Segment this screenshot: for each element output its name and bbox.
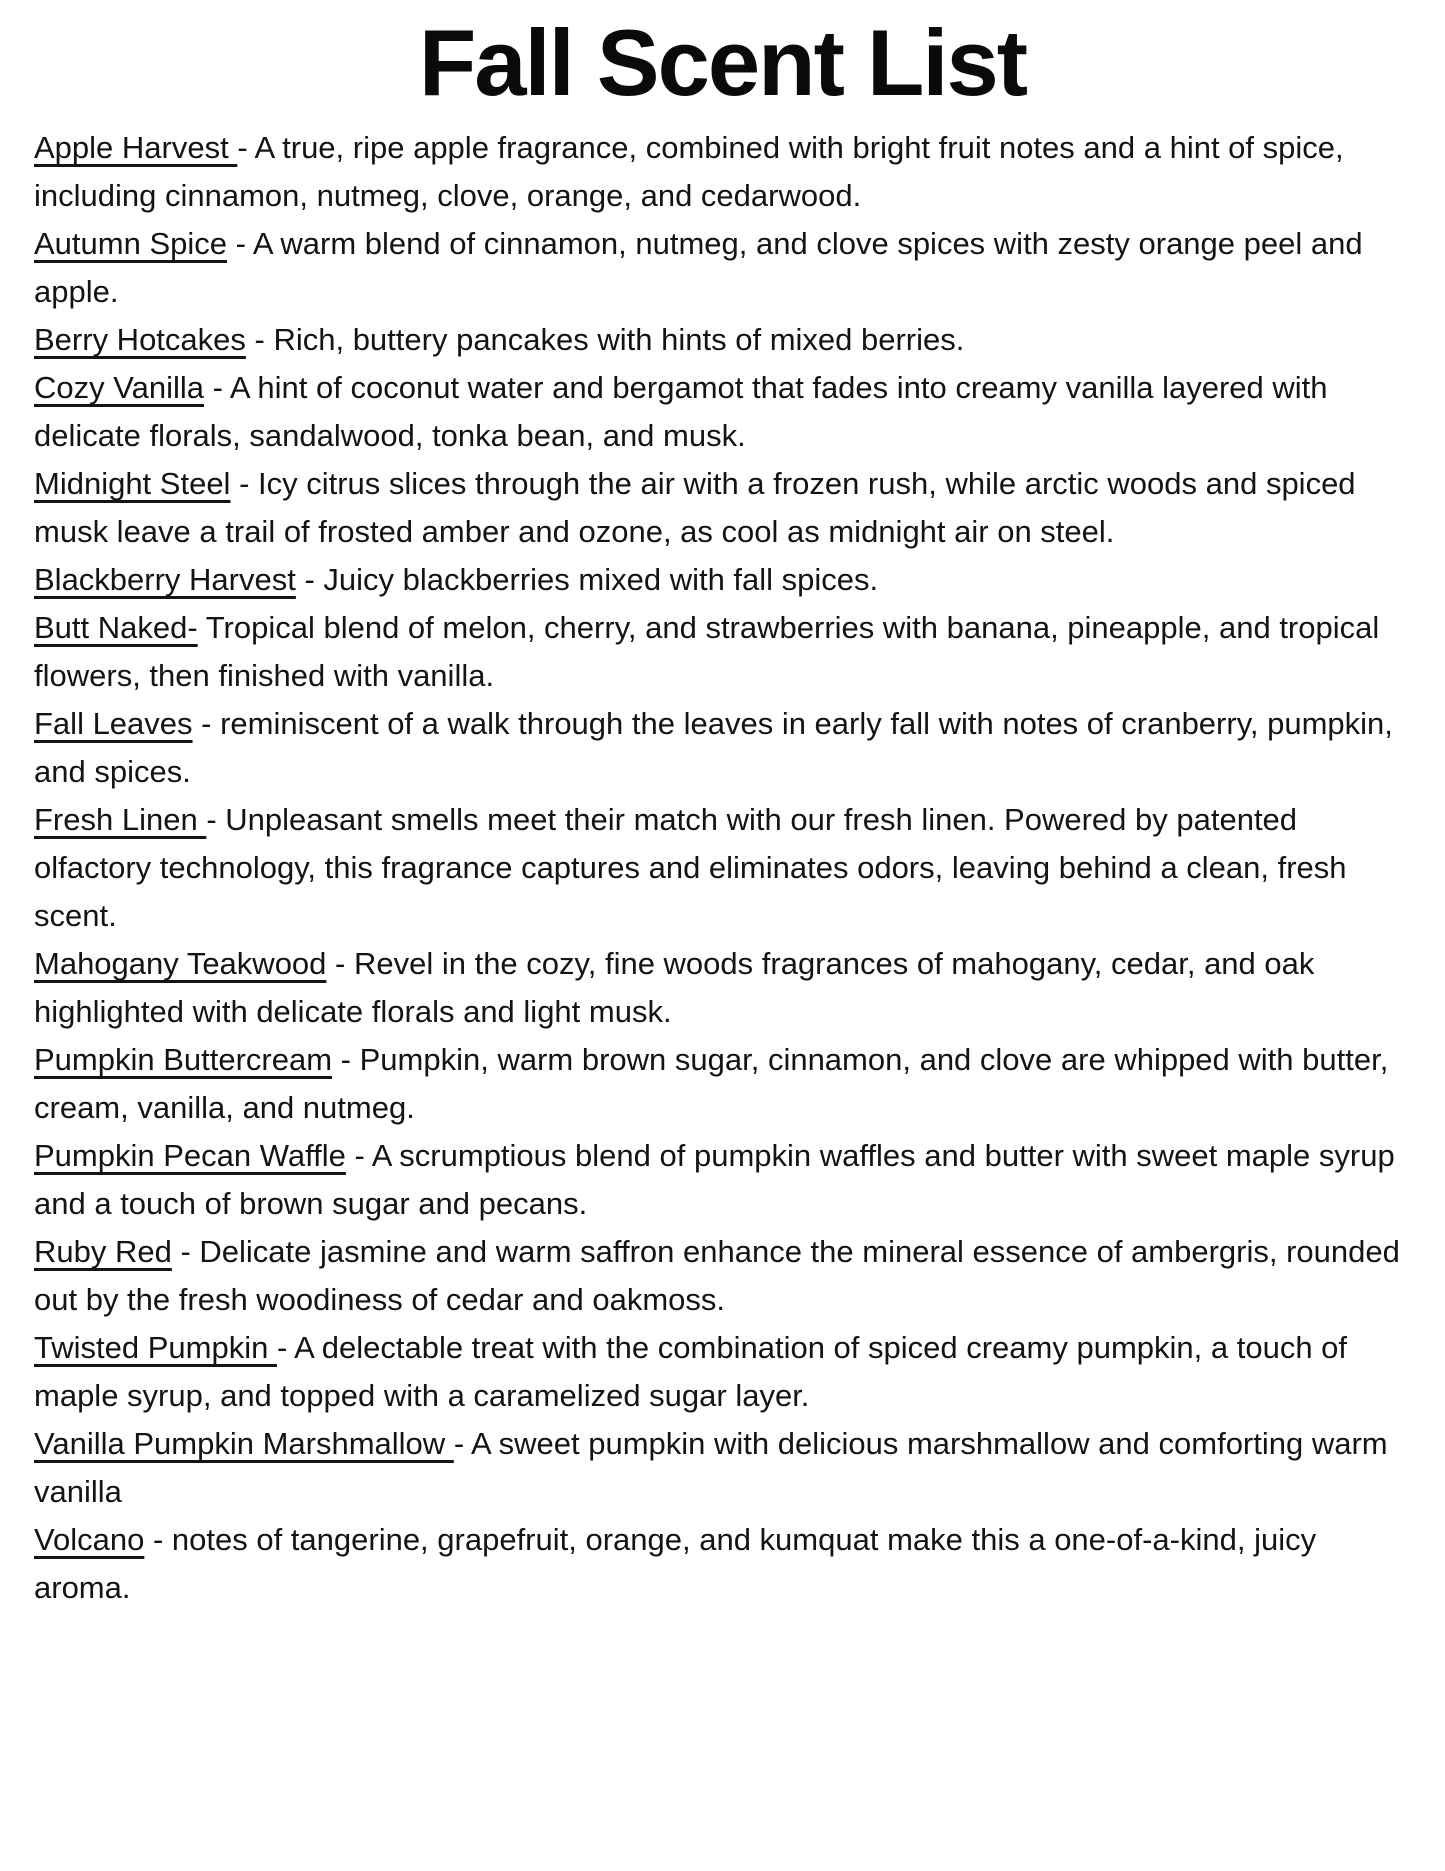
scent-entry — [34, 460, 1411, 556]
scent-name: Apple Harvest — [34, 130, 238, 165]
scent-description: - notes of tangerine, grapefruit, orange, and kumquat make this a one-of-a-kind, juicy aroma. — [34, 1522, 1317, 1605]
scent-description: - Delicate jasmine and warm saffron enhance the mineral essence of ambergris, rounded out by the fresh woodiness of cedar and oakmoss. — [34, 1234, 1400, 1317]
scent-description: - Pumpkin, warm brown sugar, cinnamon, and clove are whipped with butter, cream, vanilla, and nutmeg. — [34, 1042, 1389, 1125]
scent-name: Mahogany Teakwood — [34, 946, 327, 981]
scent-entry — [34, 124, 1411, 220]
scent-list — [0, 124, 1445, 1612]
scent-description: - Revel in the cozy, fine woods fragrances of mahogany, cedar, and oak highlighted with delicate florals and light musk. — [34, 946, 1315, 1029]
scent-description: - Icy citrus slices through the air with a frozen rush, while arctic woods and spiced musk leave a trail of frosted amber and ozone, as cool as midnight air on steel. — [34, 466, 1356, 549]
scent-name: Butt Naked- — [34, 610, 198, 645]
page-title: Fall Scent List — [418, 10, 1027, 115]
scent-entry — [34, 1324, 1411, 1420]
scent-name: Vanilla Pumpkin Marshmallow — [34, 1426, 454, 1461]
scent-entry — [34, 1420, 1411, 1516]
scent-description: - A true, ripe apple fragrance, combined with bright fruit notes and a hint of spice, including cinnamon, nutmeg, clove, orange, and cedarwood. — [34, 130, 1344, 213]
scent-description: - Unpleasant smells meet their match with our fresh linen. Powered by patented olfactory technology, this fragrance captures and eliminates odors, leaving behind a clean, fresh scent. — [34, 802, 1347, 933]
scent-entry — [34, 1516, 1411, 1612]
scent-name: Cozy Vanilla — [34, 370, 205, 405]
scent-entry — [34, 316, 1411, 364]
scent-name: Blackberry Harvest — [34, 562, 296, 597]
scent-name: Fall Leaves — [34, 706, 193, 741]
scent-entry — [34, 1228, 1411, 1324]
scent-description: - A delectable treat with the combination of spiced creamy pumpkin, a touch of maple syrup, and topped with a caramelized sugar layer. — [34, 1330, 1348, 1413]
scent-entry — [34, 220, 1411, 316]
scent-description: - A hint of coconut water and bergamot that fades into creamy vanilla layered with delicate florals, sandalwood, tonka bean, and musk. — [34, 370, 1328, 453]
scent-name: Volcano — [34, 1522, 145, 1557]
scent-description: - A scrumptious blend of pumpkin waffles and butter with sweet maple syrup and a touch of brown sugar and pecans. — [34, 1138, 1395, 1221]
scent-entry — [34, 1132, 1411, 1228]
scent-name: Midnight Steel — [34, 466, 231, 501]
scent-entry — [34, 1036, 1411, 1132]
scent-entry — [34, 796, 1411, 940]
scent-entry — [34, 604, 1411, 700]
scent-name: Pumpkin Buttercream — [34, 1042, 333, 1077]
scent-entry — [34, 364, 1411, 460]
scent-name: Twisted Pumpkin — [34, 1330, 277, 1365]
scent-name: Pumpkin Pecan Waffle — [34, 1138, 346, 1173]
scent-description: Tropical blend of melon, cherry, and strawberries with banana, pineapple, and tropical flowers, then finished with vanilla. — [34, 610, 1380, 693]
scent-name: Berry Hotcakes — [34, 322, 246, 357]
scent-description: - A sweet pumpkin with delicious marshmallow and comforting warm vanilla — [34, 1426, 1388, 1509]
scent-entry — [34, 940, 1411, 1036]
scent-description: - reminiscent of a walk through the leaves in early fall with notes of cranberry, pumpkin, and spices. — [34, 706, 1393, 789]
scent-description: - A warm blend of cinnamon, nutmeg, and clove spices with zesty orange peel and apple. — [34, 226, 1363, 309]
scent-description: - Rich, buttery pancakes with hints of mixed berries. — [245, 322, 965, 357]
scent-description: - Juicy blackberries mixed with fall spices. — [295, 562, 879, 597]
scent-entry — [34, 556, 1411, 604]
scent-entry — [34, 700, 1411, 796]
scent-name: Ruby Red — [34, 1234, 172, 1269]
scent-name: Autumn Spice — [34, 226, 227, 261]
scent-name: Fresh Linen — [34, 802, 207, 837]
